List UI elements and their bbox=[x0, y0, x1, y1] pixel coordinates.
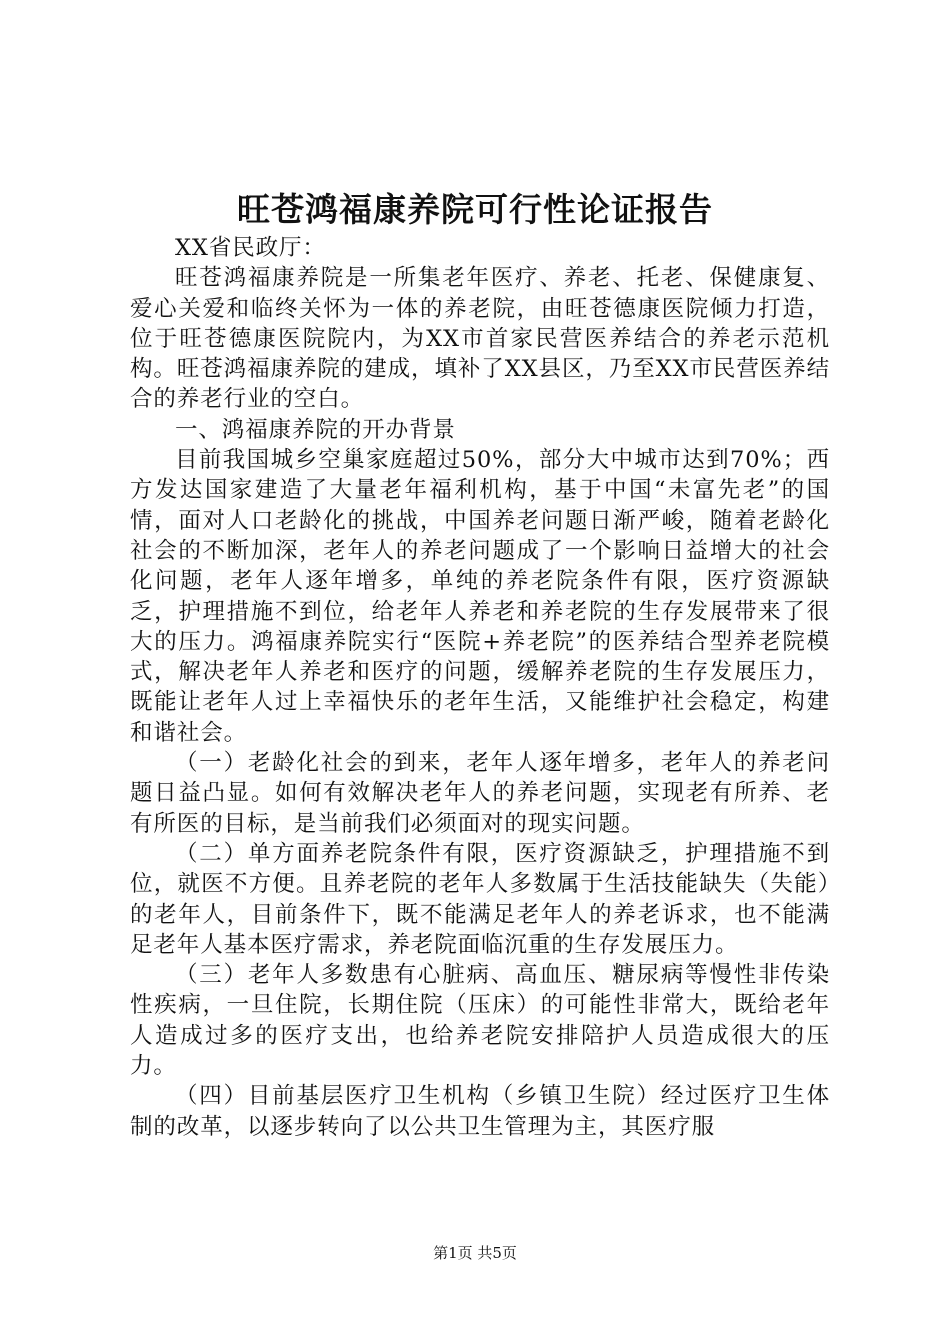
intro-paragraph: 旺苍鸿福康养院是一所集老年医疗、养老、托老、保健康复、爱心关爱和临终关怀为一体的养老院，由旺苍德康医院倾力打造，位于旺苍德康医院院内，为XX市首家民营医养结合的养老示范机构。旺苍鸿福康养院的建成，填补了XX县区，乃至XX市民营医养结合的养老行业的空白。 bbox=[130, 265, 830, 413]
document-title: 旺苍鸿福康养院可行性论证报告 bbox=[237, 190, 713, 229]
point-three-paragraph: （三）老年人多数患有心脏病、高血压、糖尿病等慢性非传染性疾病，一旦住院，长期住院（压床）的可能性非常大，既给老年人造成过多的医疗支出，也给养老院安排陪护人员造成很大的压力。 bbox=[130, 962, 830, 1080]
salutation: XX省民政厅： bbox=[175, 235, 326, 261]
section-heading: 一、鸿福康养院的开办背景 bbox=[175, 416, 456, 443]
point-one-paragraph: （一）老龄化社会的到来，老年人逐年增多，老年人的养老问题日益凸显。如何有效解决老年人的养老问题，实现老有所养、老有所医的目标，是当前我们必须面对的现实问题。 bbox=[130, 750, 830, 837]
point-four-paragraph: （四）目前基层医疗卫生机构（乡镇卫生院）经过医疗卫生体制的改革，以逐步转向了以公共卫生管理为主，其医疗服 bbox=[130, 1083, 830, 1140]
point-two-paragraph: （二）单方面养老院条件有限，医疗资源缺乏，护理措施不到位，就医不方便。且养老院的老年人多数属于生活技能缺失（失能）的老年人，目前条件下，既不能满足老年人的养老诉求，也不能满足老年人基本医疗需求，养老院面临沉重的生存发展压力。 bbox=[130, 840, 830, 958]
background-paragraph: 目前我国城乡空巢家庭超过50%，部分大中城市达到70%；西方发达国家建造了大量老年福利机构，基于中国“未富先老”的国情，面对人口老龄化的挑战，中国养老问题日渐严峻，随着老龄化社会的不断加深，老年人的养老问题成了一个影响日益增大的社会化问题，老年人逐年增多，单纯的养老院条件有限，医疗资源缺乏，护理措施不到位，给老年人养老和养老院的生存发展带来了很大的压力。鸿福康养院实行“医院+养老院”的医养结合型养老院模式，解决老年人养老和医疗的问题，缓解养老院的生存发展压力，既能让老年人过上幸福快乐的老年生活，又能维护社会稳定，构建和谐社会。 bbox=[130, 447, 830, 746]
page-footer: 第1页 共5页 bbox=[433, 1244, 517, 1262]
document-body bbox=[130, 233, 830, 1142]
